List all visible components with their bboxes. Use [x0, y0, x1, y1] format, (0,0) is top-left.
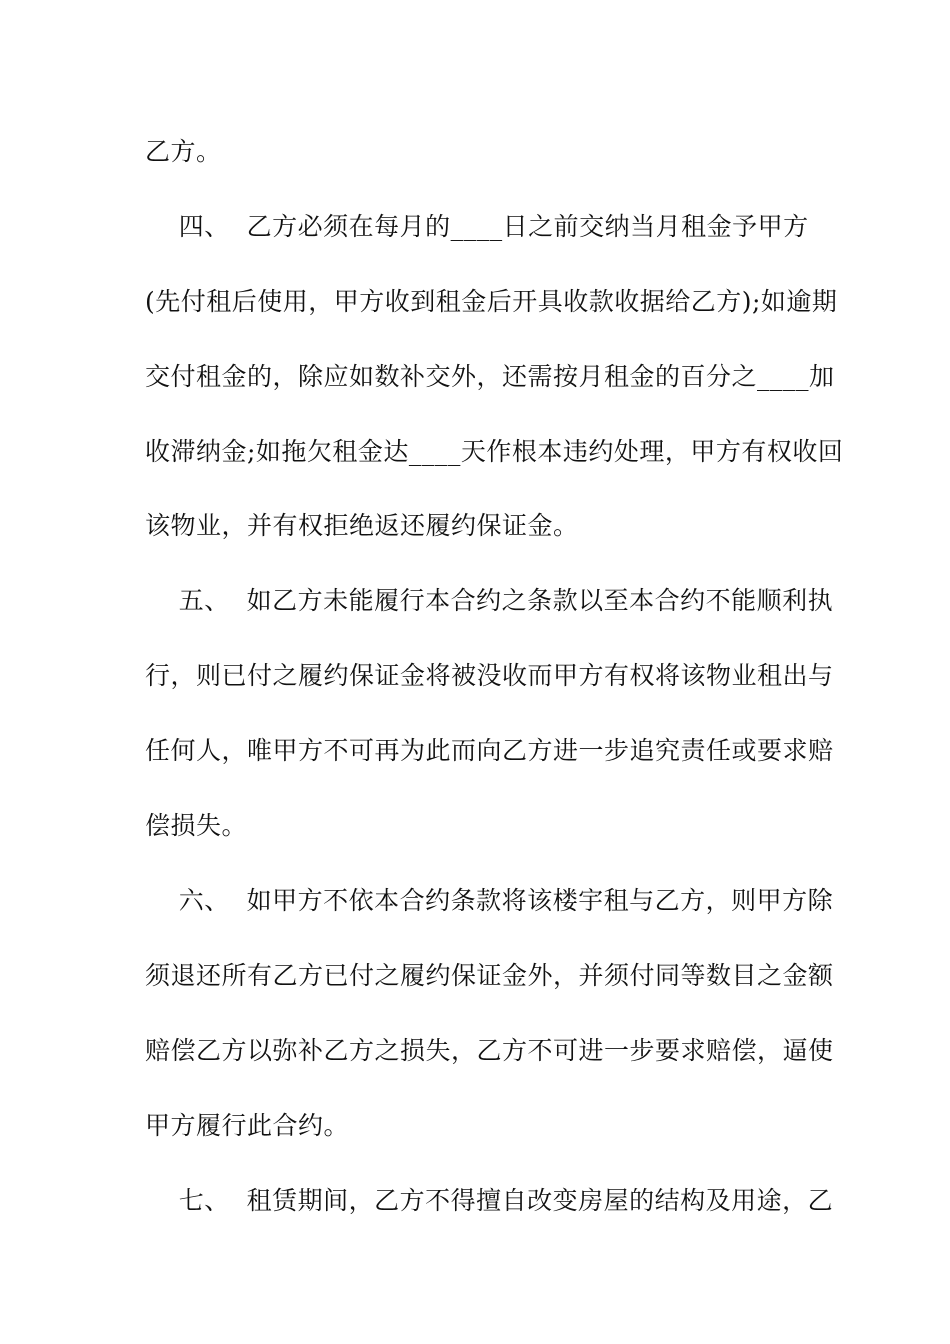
- text-line: 乙方。: [145, 137, 222, 166]
- text-line: 偿损失。: [145, 811, 248, 840]
- text-line: 须退还所有乙方已付之履约保证金外，并须付同等数目之金额: [145, 961, 834, 990]
- text-line: 交付租金的，除应如数补交外，还需按月租金的百分之____加: [145, 362, 835, 391]
- text-line: 行，则已付之履约保证金将被没收而甲方有权将该物业租出与: [145, 661, 834, 690]
- text-line: 任何人，唯甲方不可再为此而向乙方进一步追究责任或要求赔: [145, 736, 834, 765]
- text-line: 七、 租赁期间，乙方不得擅自改变房屋的结构及用途，乙: [145, 1186, 834, 1215]
- text-line: 甲方履行此合约。: [145, 1111, 350, 1140]
- text-line: 六、 如甲方不依本合约条款将该楼宇租与乙方，则甲方除: [145, 886, 834, 915]
- text-line: 赔偿乙方以弥补乙方之损失，乙方不可进一步要求赔偿，逼使: [145, 1036, 834, 1065]
- text-line: (先付租后使用，甲方收到租金后开具收款收据给乙方);如逾期: [145, 287, 838, 316]
- text-line: 收滞纳金;如拖欠租金达____天作根本违约处理，甲方有权收回: [145, 437, 844, 466]
- text-line: 该物业，并有权拒绝返还履约保证金。: [145, 511, 579, 540]
- text-line: 四、 乙方必须在每月的____日之前交纳当月租金予甲方: [145, 212, 809, 241]
- text-line: 五、 如乙方未能履行本合约之条款以至本合约不能顺利执: [145, 586, 834, 615]
